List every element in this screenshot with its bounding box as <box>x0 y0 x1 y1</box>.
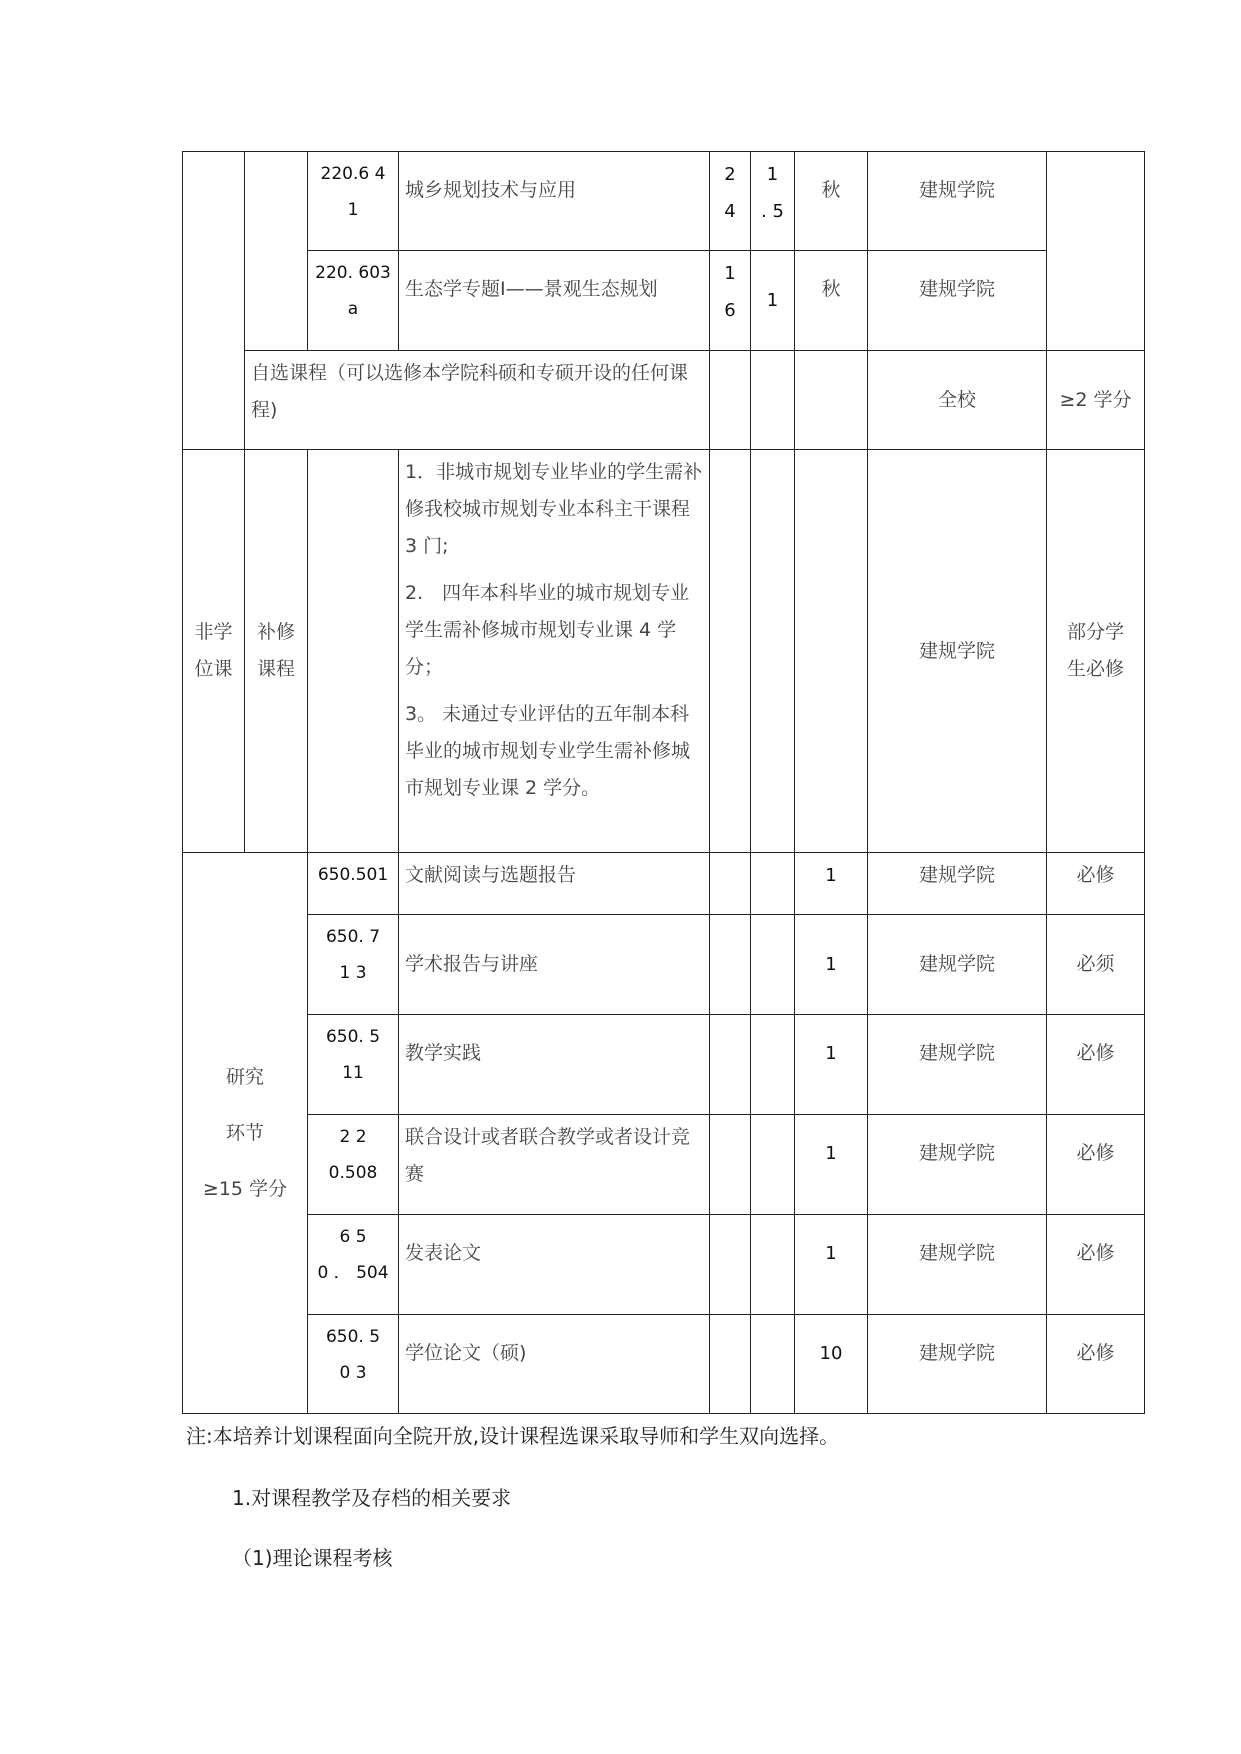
course-code: 650.501 <box>308 853 399 915</box>
course-hours: 2 4 <box>710 152 751 251</box>
course-name: 联合设计或者联合教学或者设计竞赛 <box>399 1115 710 1215</box>
blank-cell <box>710 1215 751 1315</box>
course-dept: 建规学院 <box>868 1215 1047 1315</box>
non-degree-type: 补修 课程 <box>245 450 308 853</box>
course-name: 城乡规划技术与应用 <box>399 152 710 251</box>
course-credits: 1 <box>795 1015 868 1115</box>
blank-cell <box>308 450 399 853</box>
course-name: 学位论文（硕) <box>399 1315 710 1414</box>
blank-cell <box>710 1015 751 1115</box>
course-credits: 1 <box>795 853 868 915</box>
blank-cell <box>751 853 795 915</box>
subsection-heading: （1)理论课程考核 <box>232 1546 393 1570</box>
table-row <box>183 853 1145 915</box>
course-dept: 建规学院 <box>868 1115 1047 1215</box>
table-row <box>183 251 1145 351</box>
curriculum-table <box>182 151 1145 1414</box>
table-row <box>183 152 1145 251</box>
requirement-item: 3。 未通过专业评估的五年制本科毕业的城市规划专业学生需补修城市规划专业课 2 学分。 <box>405 703 691 799</box>
course-name: 教学实践 <box>399 1015 710 1115</box>
course-term: 秋 <box>795 251 868 351</box>
blank-cell <box>751 1015 795 1115</box>
course-dept: 建规学院 <box>868 853 1047 915</box>
blank-cell <box>710 351 751 450</box>
blank-cell <box>710 915 751 1015</box>
table-row <box>183 915 1145 1015</box>
course-name: 文献阅读与选题报告 <box>399 853 710 915</box>
course-hours: 1 6 <box>710 251 751 351</box>
table-row <box>183 1015 1145 1115</box>
course-code: 650. 7 1 3 <box>308 915 399 1015</box>
requirement-item: 1．非城市规划专业毕业的学生需补修我校城市规划专业本科主干课程 3 门; <box>405 461 703 557</box>
course-code: 2 2 0.508 <box>308 1115 399 1215</box>
blank-cell <box>710 853 751 915</box>
blank-cell <box>710 1315 751 1414</box>
self-select-note: ≥2 学分 <box>1047 351 1145 450</box>
non-degree-requirements <box>399 450 710 853</box>
table-row <box>183 1215 1145 1315</box>
course-dept: 建规学院 <box>868 251 1047 351</box>
table-row <box>183 450 1145 853</box>
non-degree-dept: 建规学院 <box>868 450 1047 853</box>
footnote: 注:本培养计划课程面向全院开放,设计课程选课采取导师和学生双向选择。 <box>186 1424 840 1448</box>
requirement-item: 2. 四年本科毕业的城市规划专业学生需补修城市规划专业课 4 学分； <box>405 582 690 678</box>
course-dept: 建规学院 <box>868 152 1047 251</box>
blank-cell <box>751 351 795 450</box>
course-code: 650. 5 0 3 <box>308 1315 399 1414</box>
research-category: 研究 环节 ≥15 学分 <box>183 853 308 1414</box>
course-name: 学术报告与讲座 <box>399 915 710 1015</box>
course-dept: 建规学院 <box>868 915 1047 1015</box>
course-note: 必修 <box>1047 1115 1145 1215</box>
section-heading: 1.对课程教学及存档的相关要求 <box>232 1486 512 1510</box>
blank-cell <box>751 1115 795 1215</box>
course-note: 必修 <box>1047 1315 1145 1414</box>
blank-cell <box>751 450 795 853</box>
blank-cell <box>795 351 868 450</box>
blank-cell <box>795 450 868 853</box>
course-dept: 建规学院 <box>868 1315 1047 1414</box>
course-note: 必修 <box>1047 1215 1145 1315</box>
table-row <box>183 1315 1145 1414</box>
course-note: 必修 <box>1047 853 1145 915</box>
self-select-name: 自选课程（可以选修本学院科硕和专硕开设的任何课程) <box>245 351 710 450</box>
blank-cell <box>751 1315 795 1414</box>
course-term: 秋 <box>795 152 868 251</box>
course-code: 220.6 4 1 <box>308 152 399 251</box>
course-credits: 1 <box>795 915 868 1015</box>
course-credits: 1 . 5 <box>751 152 795 251</box>
blank-cell <box>1047 152 1145 351</box>
course-note: 必须 <box>1047 915 1145 1015</box>
course-dept: 建规学院 <box>868 1015 1047 1115</box>
course-name: 生态学专题Ⅰ——景观生态规划 <box>399 251 710 351</box>
course-credits: 1 <box>795 1115 868 1215</box>
non-degree-category: 非学 位课 <box>183 450 245 853</box>
table-row <box>183 351 1145 450</box>
blank-cell <box>183 152 245 450</box>
course-code: 650. 5 11 <box>308 1015 399 1115</box>
course-code: 6 5 0 ． 504 <box>308 1215 399 1315</box>
course-note: 必修 <box>1047 1015 1145 1115</box>
self-select-dept: 全校 <box>868 351 1047 450</box>
course-credits: 1 <box>751 251 795 351</box>
blank-cell <box>710 1115 751 1215</box>
course-credits: 10 <box>795 1315 868 1414</box>
blank-cell <box>245 152 308 351</box>
non-degree-note: 部分学 生必修 <box>1047 450 1145 853</box>
course-credits: 1 <box>795 1215 868 1315</box>
blank-cell <box>751 915 795 1015</box>
course-code: 220. 603 a <box>308 251 399 351</box>
blank-cell <box>751 1215 795 1315</box>
blank-cell <box>710 450 751 853</box>
course-name: 发表论文 <box>399 1215 710 1315</box>
table-row <box>183 1115 1145 1215</box>
